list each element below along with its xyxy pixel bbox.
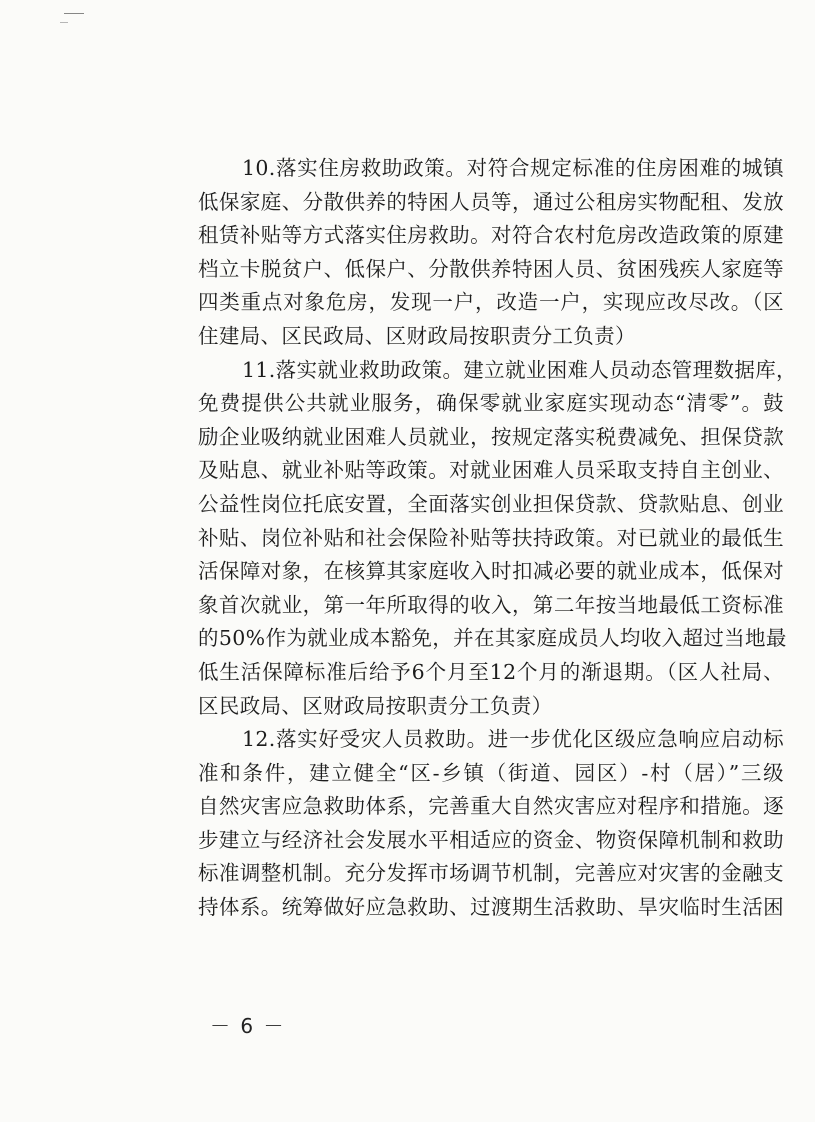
paragraph-line: 标准调整机制。充分发挥市场调节机制，完善应对灾害的金融支 [198, 861, 784, 886]
paragraph-line: 11.落实就业救助政策。建立就业困难人员动态管理数据库， [242, 357, 797, 382]
document-body [198, 152, 797, 925]
paragraph-line: 免费提供公共就业服务，确保零就业家庭实现动态“清零”。鼓 [198, 391, 784, 416]
paragraph-line: 励企业吸纳就业困难人员就业，按规定落实税费减免、担保贷款 [198, 424, 784, 449]
paragraph-line: 档立卡脱贫户、低保户、分散供养特困人员、贫困残疾人家庭等 [198, 256, 784, 281]
paragraph-line: 活保障对象，在核算其家庭收入时扣减必要的就业成本，低保对 [198, 559, 784, 584]
paragraph-line: 住建局、区民政局、区财政局按职责分工负责） [198, 323, 636, 348]
paragraph-line: 租赁补贴等方式落实住房救助。对符合农村危房改造政策的原建 [198, 223, 784, 248]
paragraph-line: 低生活保障标准后给予6个月至12个月的渐退期。（区人社局、 [198, 659, 784, 684]
page-number: － 6 － [210, 1014, 286, 1038]
paragraph-line: 补贴、岗位补贴和社会保险补贴等扶持政策。对已就业的最低生 [198, 525, 784, 550]
scan-artifact-mark [60, 22, 68, 23]
paragraph-line: 持体系。统筹做好应急救助、过渡期生活救助、旱灾临时生活困 [198, 895, 784, 920]
paragraph-line: 低保家庭、分散供养的特困人员等，通过公租房实物配租、发放 [198, 189, 784, 214]
paragraph-line: 及贴息、就业补贴等政策。对就业困难人员采取支持自主创业、 [198, 458, 784, 483]
paragraph-line: 步建立与经济社会发展水平相适应的资金、物资保障机制和救助 [198, 827, 784, 852]
paragraph-line: 10.落实住房救助政策。对符合规定标准的住房困难的城镇 [242, 156, 784, 180]
paragraph-line: 的50%作为就业成本豁免，并在其家庭成员人均收入超过当地最 [198, 626, 787, 651]
paragraph-line: 12.落实好受灾人员救助。进一步优化区级应急响应启动标 [242, 727, 784, 752]
paragraph-line: 四类重点对象危房，发现一户，改造一户，实现应改尽改。（区 [198, 290, 784, 315]
paragraph-line: 区民政局、区财政局按职责分工负责） [198, 693, 553, 718]
paragraph-line: 象首次就业，第一年所取得的收入，第二年按当地最低工资标准 [198, 592, 784, 617]
paragraph-line: 自然灾害应急救助体系，完善重大自然灾害应对程序和措施。逐 [198, 794, 784, 819]
paragraph-line: 准和条件，建立健全“区-乡镇（街道、园区）-村（居）”三级 [198, 760, 784, 785]
paragraph-line: 公益性岗位托底安置，全面落实创业担保贷款、贷款贴息、创业 [198, 491, 784, 516]
scan-artifact-mark [64, 13, 84, 14]
